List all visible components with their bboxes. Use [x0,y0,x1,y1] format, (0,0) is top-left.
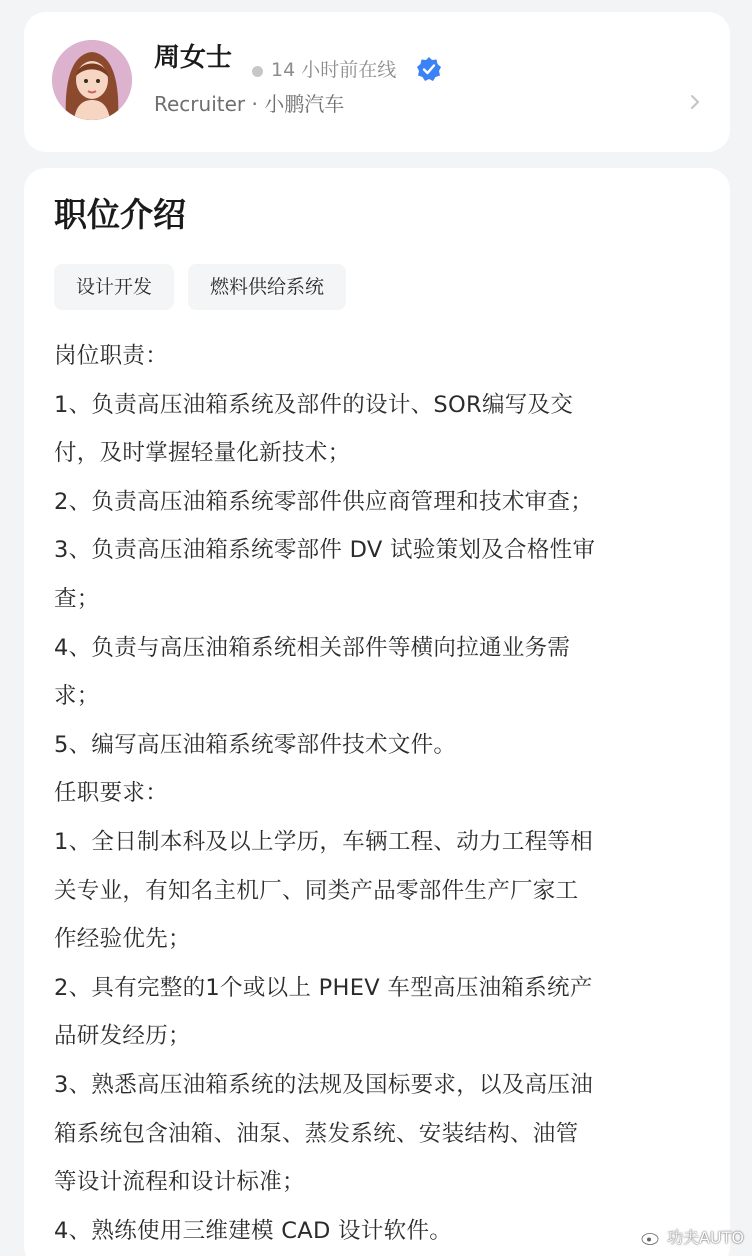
desc-line: 4、负责与高压油箱系统相关部件等横向拉通业务需 [54,634,571,661]
desc-line: 2、具有完整的1个或以上 PHEV 车型高压油箱系统产 [54,974,593,1001]
job-description-card [24,168,730,1256]
weibo-logo-icon [641,1228,663,1246]
desc-line: 1、负责高压油箱系统及部件的设计、SOR编写及交 [54,391,574,418]
desc-line: 4、熟练使用三维建模 CAD 设计软件。 [54,1217,453,1244]
recruiter-subtitle: Recruiter · 小鹏汽车 [154,92,345,116]
desc-line: 品研发经历； [54,1023,191,1050]
desc-line: 岗位职责： [54,343,169,369]
verified-badge-icon [416,56,442,82]
desc-line: 3、负责高压油箱系统零部件 DV 试验策划及合格性审 [54,537,596,564]
desc-line: 付，及时掌握轻量化新技术； [54,440,351,467]
online-status-text: 14 小时前在线 [271,59,397,81]
job-description [54,332,714,1255]
desc-line: 等设计流程和设计标准； [54,1169,305,1196]
job-tags [54,264,346,310]
desc-line: 查； [54,585,100,612]
tag-design-development[interactable]: 设计开发 [54,264,174,310]
tag-fuel-supply-system[interactable]: 燃料供给系统 [188,264,346,310]
desc-line: 求； [54,683,100,710]
chevron-right-icon[interactable] [688,92,702,112]
watermark [641,1225,744,1248]
desc-line: 3、熟悉高压油箱系统的法规及国标要求，以及高压油 [54,1071,594,1098]
desc-line: 箱系统包含油箱、油泵、蒸发系统、安装结构、油管 [54,1120,579,1147]
desc-line: 5、编写高压油箱系统零部件技术文件。 [54,731,457,758]
section-title: 职位介绍 [54,195,186,234]
online-status-dot [252,66,263,77]
recruiter-name: 周女士 [154,43,233,73]
desc-line: 2、负责高压油箱系统零部件供应商管理和技术审查； [54,488,594,515]
avatar[interactable] [52,40,132,120]
desc-line: 任职要求： [54,780,169,807]
desc-line: 关专业，有知名主机厂、同类产品零部件生产厂家工 [54,877,579,904]
recruiter-card[interactable] [24,12,730,152]
watermark-text: 功夫AUTO [666,1228,744,1247]
desc-line: 1、全日制本科及以上学历，车辆工程、动力工程等相 [54,828,594,855]
desc-line: 作经验优先； [54,926,191,953]
